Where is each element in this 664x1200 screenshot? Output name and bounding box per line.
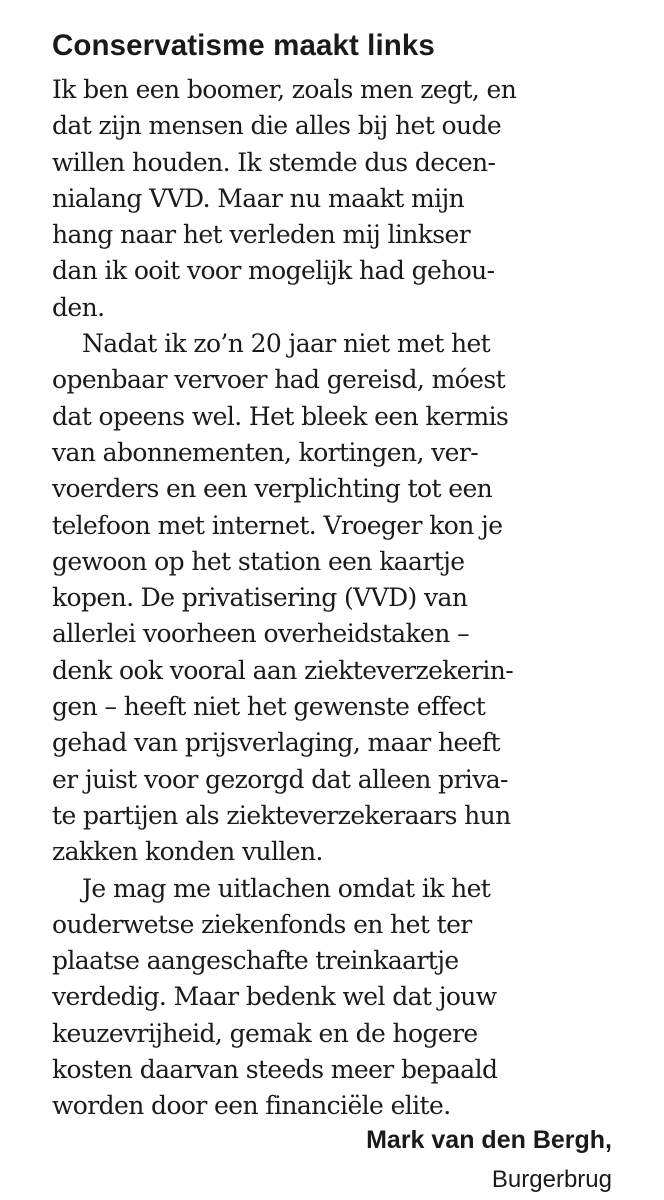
text-line: voerders en een verplichting tot een xyxy=(52,474,493,504)
text-line: hang naar het verleden mij linkser xyxy=(52,220,471,250)
text-line: keuzevrijheid, gemak en de hogere xyxy=(52,1018,478,1048)
letter-article xyxy=(52,24,612,1193)
text-line: Ik ben een boomer, zoals men zegt, en xyxy=(52,75,517,104)
text-line: Je mag me uitlachen omdat ik het xyxy=(82,873,491,903)
text-line: zakken konden vullen. xyxy=(52,837,323,867)
author-name: Mark van den Bergh, xyxy=(366,1126,612,1154)
text-line: gehad van prijsverlaging, maar heeft xyxy=(52,728,500,758)
text-line: gen – heeft niet het gewenste effect xyxy=(52,692,486,722)
text-line: den. xyxy=(52,292,105,322)
paragraph xyxy=(52,871,612,1125)
text-line: kopen. De privatisering (VVD) van xyxy=(52,583,468,613)
text-line: nialang VVD. Maar nu maakt mijn xyxy=(52,183,465,213)
text-line: worden door een financiële elite. xyxy=(52,1091,451,1121)
text-line: verdedig. Maar bedenk wel dat jouw xyxy=(52,982,497,1012)
text-line: telefoon met internet. Vroeger kon je xyxy=(52,510,503,540)
text-line: openbaar vervoer had gereisd, móest xyxy=(52,365,506,395)
text-line: te partijen als ziekteverzekeraars hun xyxy=(52,800,511,830)
text-line: allerlei voorheen overheidstaken – xyxy=(52,619,469,649)
text-line: van abonnementen, kortingen, ver- xyxy=(52,437,479,467)
headline: Conservatisme maakt links xyxy=(52,29,435,62)
text-line: dan ik ooit voor mogelijk had gehou- xyxy=(52,256,495,286)
paragraph xyxy=(52,72,612,326)
text-line: denk ook vooral aan ziekteverzekerin- xyxy=(52,655,514,685)
text-line: er juist voor gezorgd dat alleen priva- xyxy=(52,764,508,794)
text-line: kosten daarvan steeds meer bepaald xyxy=(52,1055,498,1085)
text-line: gewoon op het station een kaartje xyxy=(52,546,465,576)
text-line: dat zijn mensen die alles bij het oude xyxy=(52,111,502,141)
signature xyxy=(366,1121,612,1199)
text-line: Nadat ik zo’n 20 jaar niet met het xyxy=(82,329,491,359)
text-line: willen houden. Ik stemde dus decen- xyxy=(52,147,496,177)
text-line: ouderwetse ziekenfonds en het ter xyxy=(52,909,472,939)
letter-body xyxy=(52,72,612,1125)
text-line: dat opeens wel. Het bleek een kermis xyxy=(52,401,509,431)
text-line: plaatse aangeschafte treinkaartje xyxy=(52,946,459,976)
paragraph xyxy=(52,326,612,870)
author-location: Burgerbrug xyxy=(491,1166,612,1193)
